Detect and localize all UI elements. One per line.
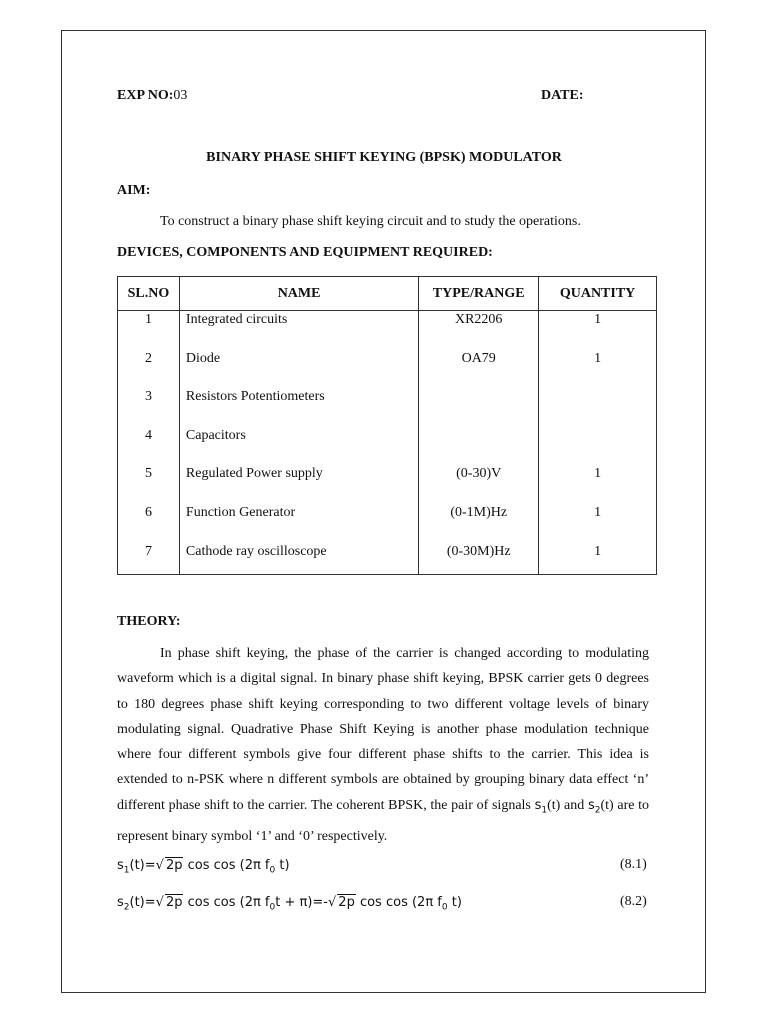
cell-type: (0-30)V — [419, 466, 539, 505]
date-label: DATE: — [541, 88, 584, 103]
cell-type — [419, 428, 539, 467]
cell-name: Resistors Potentiometers — [179, 389, 418, 428]
exp-no-value: 03 — [173, 88, 188, 103]
exp-no — [117, 88, 187, 104]
cell-type: OA79 — [419, 351, 539, 390]
cell-name: Capacitors — [179, 428, 418, 467]
cell-slno: 5 — [118, 466, 180, 505]
cell-name: Integrated circuits — [179, 311, 418, 351]
cell-quantity: 1 — [539, 505, 657, 544]
theory-heading: THEORY: — [117, 614, 181, 629]
equation-number-8-2: (8.2) — [620, 894, 647, 909]
cell-name: Diode — [179, 351, 418, 390]
table-row — [118, 351, 657, 390]
sqrt-term: 2p — [165, 895, 183, 910]
cell-slno: 6 — [118, 505, 180, 544]
aim-text: To construct a binary phase shift keying circuit and to study the operations. — [160, 214, 581, 229]
equation-8-2: $s_2(t)=√$ 2p cos cos (2π $f_0t + \pi)=-√$ 2p cos cos (2π $f_0$ t) — [117, 895, 462, 913]
theory-text: In phase shift keying, the phase of the carrier is changed according to modulating waveform which is a digital signal. In binary phase shift keying, BPSK carrier gets 0 degrees to 180 degrees phase shift keying corresponding to two different voltage levels of binary modulating signal. Quadrative Phase Shift Keying is another phase modulation technique where four different symbols give four different phase shifts to the carrier. This idea is extended to n-PSK where n different symbols are obtained by grouping binary data effect ‘n’ different phase shift to the carrier. The coherent BPSK, the pair of signals — [117, 646, 649, 813]
column-header-slno: SL.NO — [118, 277, 180, 311]
cell-quantity: 1 — [539, 351, 657, 390]
cell-name: Regulated Power supply — [179, 466, 418, 505]
table-row — [118, 428, 657, 467]
cell-quantity — [539, 428, 657, 467]
equation-number-8-1: (8.1) — [620, 857, 647, 872]
cell-type: (0-30M)Hz — [419, 544, 539, 575]
aim-heading: AIM: — [117, 183, 151, 198]
table-row — [118, 311, 657, 351]
cell-slno: 3 — [118, 389, 180, 428]
cell-quantity: 1 — [539, 311, 657, 351]
table-row — [118, 466, 657, 505]
column-header-quantity: QUANTITY — [539, 277, 657, 311]
sqrt-term: 2p — [165, 858, 183, 873]
theory-tail: (t) are to represent binary symbol ‘1’ and ‘0’ respectively. — [117, 797, 650, 844]
column-header-type: TYPE/RANGE — [419, 277, 539, 311]
theory-paragraph: In phase shift keying, the phase of the carrier is changed according to modulating waveform which is a digital signal. In binary phase shift keying, BPSK carrier gets 0 degrees to 180 degrees phase shift keying corresponding to two different voltage levels of binary modulating signal. Quadrative Phase Shift Keying is another phase modulation technique where four different symbols give four different phase shifts to the carrier. This idea is extended to n-PSK where n different symbols are obtained by grouping binary data effect ‘n’ different phase shift to the carrier. The coherent BPSK, the pair of signals $s_1(t)$ and $s_2(t)$ are to represent binary symbol ‘1’ and ‘0’ respectively. — [117, 646, 650, 844]
cell-type — [419, 389, 539, 428]
equation-8-1: $s_1(t)=√$ 2p cos cos (2π $f_0$ t) — [117, 858, 290, 876]
table-row — [118, 505, 657, 544]
cell-slno: 4 — [118, 428, 180, 467]
cell-type: (0-1M)Hz — [419, 505, 539, 544]
signal-s2: $s_2$ — [587, 797, 601, 816]
table-row — [118, 544, 657, 575]
cell-slno: 2 — [118, 351, 180, 390]
cell-quantity: 1 — [539, 544, 657, 575]
cell-slno: 7 — [118, 544, 180, 575]
table-row — [118, 389, 657, 428]
column-header-name: NAME — [179, 277, 418, 311]
cell-quantity — [539, 389, 657, 428]
cell-name: Function Generator — [179, 505, 418, 544]
devices-table — [117, 276, 657, 575]
cell-slno: 1 — [118, 311, 180, 351]
devices-heading: DEVICES, COMPONENTS AND EQUIPMENT REQUIRED: — [117, 245, 493, 260]
exp-no-label: EXP NO: — [117, 88, 174, 103]
signal-s1: $s_1$ — [534, 797, 548, 816]
sqrt-term: 2p — [338, 895, 355, 910]
cell-type: XR2206 — [419, 311, 539, 351]
page-title: BINARY PHASE SHIFT KEYING (BPSK) MODULATOR — [206, 150, 562, 165]
cell-quantity: 1 — [539, 466, 657, 505]
table-header-row — [118, 277, 657, 311]
cell-name: Cathode ray oscilloscope — [179, 544, 418, 575]
